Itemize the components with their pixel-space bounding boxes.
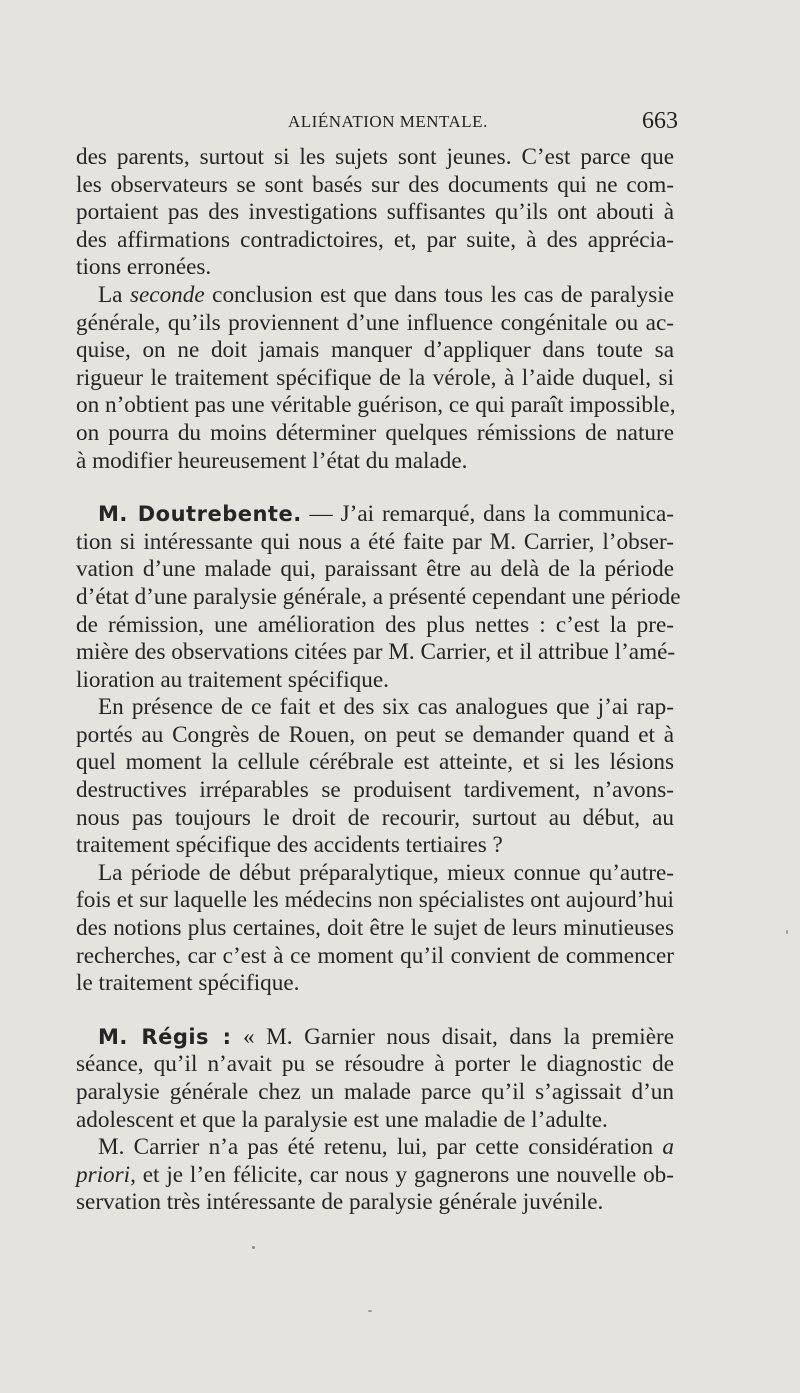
text-line: à modifier heureusement l’état du malade.: [76, 447, 468, 474]
text-line: nous pas toujours le droit de recourir, surtout au début, au: [76, 804, 674, 831]
text-line: destructives irréparables se produisent tardivement, n’avons-: [76, 777, 674, 804]
running-header: [78, 108, 678, 140]
page-number: 663: [642, 108, 678, 134]
italic-word: a: [662, 1134, 674, 1161]
text-line: [76, 860, 674, 888]
paragraph-6: [76, 1024, 674, 1134]
text-line: les observateurs se sont basés sur des documents qui ne com-: [76, 171, 674, 198]
text-line: on pourra du moins déterminer quelques rémissions de nature: [76, 419, 674, 446]
paragraph-4: [76, 694, 674, 860]
text-fragment: et je l’en félicite, car nous y gagnerons une nouvelle ob-: [135, 1161, 674, 1188]
paragraph-gap: [76, 998, 674, 1024]
text-fragment: En présence de ce fait et des six cas analogues que j’ai rap-: [98, 694, 674, 721]
text-line: portaient pas des investigations suffisantes qu’ils ont abouti à: [76, 199, 674, 226]
text-line: tion si intéressante qui nous a été faite par M. Carrier, l’obser-: [76, 528, 674, 555]
text-line: séance, qu’il n’avait pu se résoudre à porter le diagnostic de: [76, 1051, 674, 1078]
paper-speck: [786, 930, 788, 934]
text-fragment: — J’ai remarqué, dans la communica-: [301, 501, 674, 528]
text-line: d’état d’une paralysie générale, a présenté cependant une période: [76, 583, 681, 610]
text-line: [76, 282, 674, 310]
italic-word: priori,: [76, 1161, 136, 1188]
text-line: [76, 1024, 674, 1052]
text-line: de rémission, une amélioration des plus nettes : c’est la pre-: [76, 611, 674, 638]
paragraph-1: [76, 144, 674, 282]
text-line: des notions plus certaines, doit être le sujet de leurs minutieuses: [76, 915, 674, 942]
speaker-name: M. Doutrebente.: [98, 502, 302, 527]
text-line: [76, 694, 674, 722]
italic-word: seconde: [129, 281, 205, 308]
text-line: adolescent et que la paralysie est une maladie de l’adulte.: [76, 1106, 608, 1133]
text-line: tions erronées.: [76, 254, 212, 281]
text-line: fois et sur laquelle les médecins non spécialistes ont aujourd’hui: [76, 887, 674, 914]
text-line: quise, on ne doit jamais manquer d’appliquer dans toute sa: [76, 337, 674, 364]
paragraph-5: [76, 860, 674, 998]
paragraph-3: [76, 501, 681, 694]
text-line: lioration au traitement spécifique.: [76, 666, 389, 693]
paper-speck: [368, 1310, 372, 1312]
text-line: on n’obtient pas une véritable guérison, ce qui paraît impossible,: [76, 392, 676, 419]
text-line: [76, 501, 674, 529]
text-line: portés au Congrès de Rouen, on peut se demander quand et à: [76, 721, 674, 748]
text-line: quel moment la cellule cérébrale est atteinte, et si les lésions: [76, 749, 674, 776]
text-line: servation très intéressante de paralysie générale juvénile.: [76, 1189, 604, 1216]
text-line: traitement spécifique des accidents tertiaires ?: [76, 832, 503, 859]
text-line: [76, 1134, 674, 1162]
text-fragment: conclusion est que dans tous les cas de paralysie: [204, 281, 674, 308]
text-fragment: La période de début préparalytique, mieux connue qu’autre-: [98, 859, 674, 886]
text-line: le traitement spécifique.: [76, 970, 300, 997]
paper-speck: [252, 1246, 255, 1249]
paragraph-2: [76, 282, 674, 475]
text-line: paralysie générale chez un malade parce qu’il s’agissait d’un: [76, 1079, 674, 1105]
text-line: des affirmations contradictoires, et, par suite, à des apprécia-: [76, 226, 674, 253]
text-fragment: « M. Garnier nous disait, dans la première: [231, 1023, 674, 1050]
paragraph-gap: [76, 475, 674, 501]
text-fragment: La: [98, 281, 130, 308]
running-title: ALIÉNATION MENTALE.: [288, 112, 488, 131]
text-line: des parents, surtout si les sujets sont jeunes. C’est parce que: [76, 144, 674, 170]
speaker-name: M. Régis :: [98, 1024, 232, 1049]
text-line: rigueur le traitement spécifique de la vérole, à l’aide duquel, si: [76, 364, 674, 391]
text-line: [76, 1162, 674, 1190]
text-body: [76, 144, 681, 1217]
text-fragment: M. Carrier n’a pas été retenu, lui, par cette considération: [98, 1134, 663, 1161]
text-line: générale, qu’ils proviennent d’une influence congénitale ou ac-: [76, 309, 674, 336]
paragraph-7: [76, 1134, 674, 1217]
text-line: vation d’une malade qui, paraissant être au delà de la période: [76, 556, 674, 583]
text-line: recherches, car c’est à ce moment qu’il convient de commencer: [76, 942, 674, 969]
text-line: mière des observations citées par M. Carrier, et il attribue l’amé-: [76, 639, 676, 666]
